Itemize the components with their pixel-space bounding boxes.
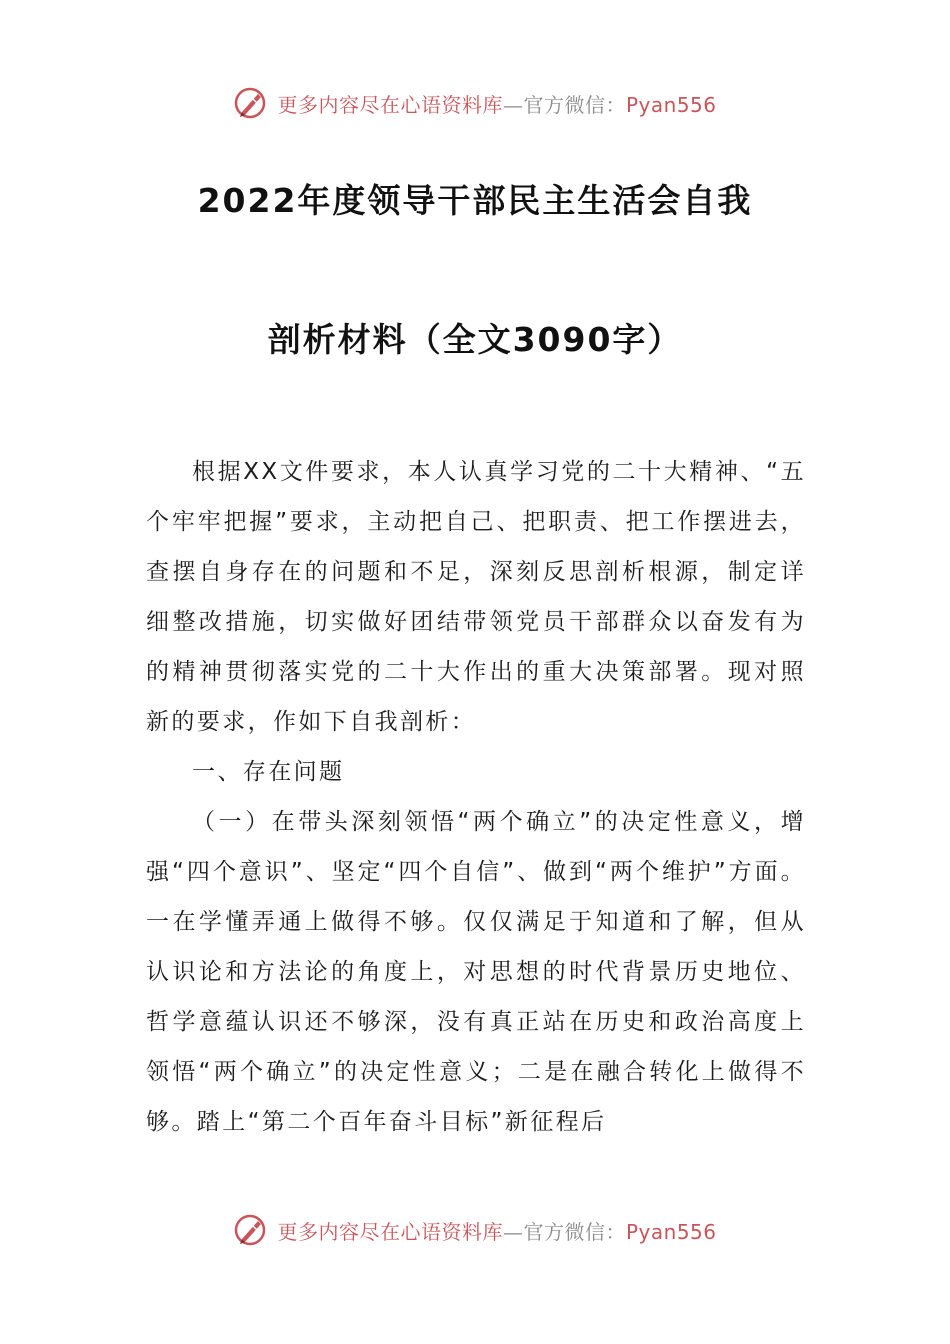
- watermark-site-name: 更多内容尽在心语资料库: [277, 1219, 503, 1244]
- watermark-site-name: 更多内容尽在心语资料库: [277, 92, 503, 117]
- watermark-wechat-id: Pyan556: [625, 1219, 717, 1244]
- intro-paragraph: 根据XX文件要求，本人认真学习党的二十大精神、“五个牢牢把握”要求，主动把自己、把职责、把工作摆进去，查摆自身存在的问题和不足，深刻反思剖析根源，制定详细整改措施，切实做好团结带领党员干部群众以奋发有为的精神贯彻落实党的二十大作出的重大决策部署。现对照新的要求，作如下自我剖析：: [146, 459, 806, 735]
- footer-watermark-banner: [0, 1208, 950, 1252]
- pen-logo-icon: [233, 1212, 269, 1248]
- header-watermark-banner: [0, 81, 950, 125]
- document-title-line-2: 剖析材料（全文3090字）: [267, 320, 683, 359]
- watermark-text: [277, 1216, 716, 1245]
- pen-logo-icon: [233, 85, 269, 121]
- watermark-text: [277, 89, 716, 118]
- section-1-paragraph-1: （一）在带头深刻领悟“两个确立”的决定性意义，增强“四个意识”、坚定“四个自信”、做到“两个维护”方面。一在学懂弄通上做得不够。仅仅满足于知道和了解，但从认识论和方法论的角度上，对思想的时代背景历史地位、哲学意蕴认识还不够深，没有真正站在历史和政治高度上领悟“两个确立”的决定性意义；二是在融合转化上做得不够。踏上“第二个百年奋斗目标”新征程后: [146, 809, 806, 1135]
- section-heading-problems: 一、存在问题: [192, 759, 345, 785]
- watermark-wechat-label: —官方微信：: [502, 1219, 626, 1244]
- watermark-wechat-id: Pyan556: [625, 92, 717, 117]
- document-body: [146, 447, 806, 1147]
- watermark-wechat-label: —官方微信：: [502, 92, 626, 117]
- document-title-line-1: 2022年度领导干部民主生活会自我: [197, 181, 753, 220]
